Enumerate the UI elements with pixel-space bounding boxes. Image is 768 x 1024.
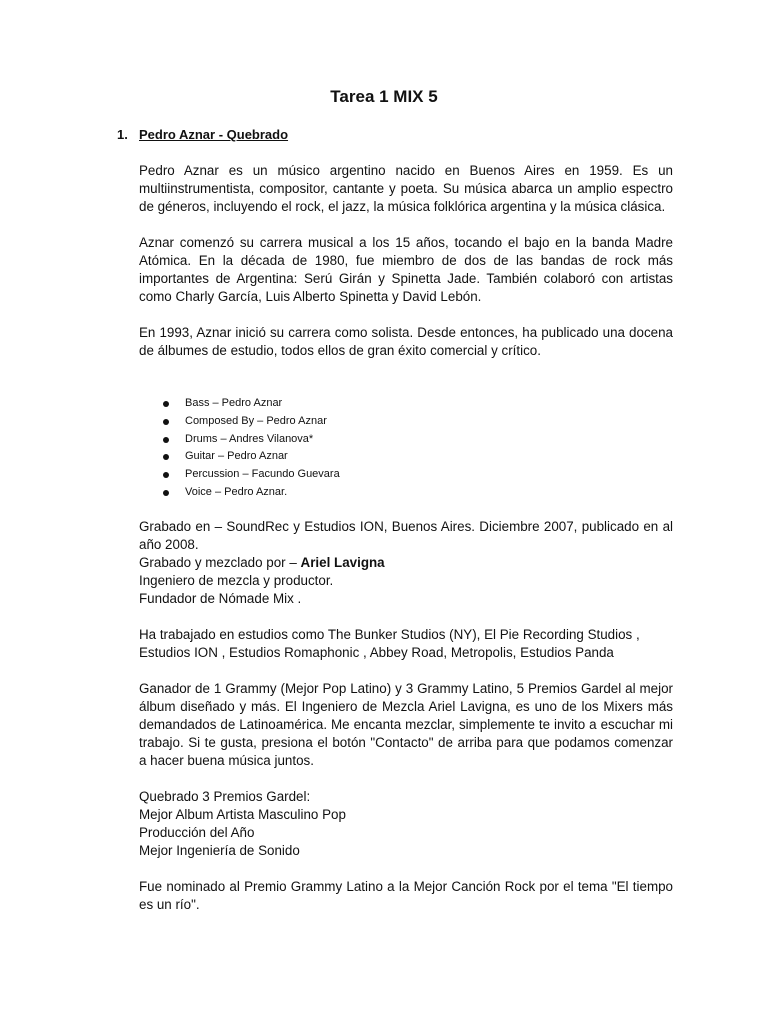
gardel-heading: Quebrado 3 Premios Gardel: xyxy=(139,788,311,804)
section-heading xyxy=(117,127,288,143)
bullet-icon xyxy=(163,490,169,496)
list-item: Mejor Album Artista Masculino Pop xyxy=(139,806,346,822)
mixed-by-line: Grabado y mezclado por – Ariel Lavigna xyxy=(139,554,385,570)
engineer-role: Ingeniero de mezcla y productor. xyxy=(139,572,334,588)
paragraph-nomination: Fue nominado al Premio Grammy Latino a la Mejor Canción Rock por el tema "El tiempo es un río". xyxy=(139,878,673,912)
list-item: Bass – Pedro Aznar xyxy=(139,395,673,413)
recording-info xyxy=(139,518,673,608)
section-number: 1. xyxy=(117,127,128,142)
paragraph-career: Aznar comenzó su carrera musical a los 15 años, tocando el bajo en la banda Madre Atómica. En la década de 1980, fue miembro de dos de las bandas de rock más importantes de Argentina: Serú Girán y Spinetta Jade. También colaboró con artistas como Charly García, Luis Alberto Spinetta y David Lebón. xyxy=(139,235,673,304)
bullet-icon xyxy=(163,419,169,425)
founder-line: Fundador de Nómade Mix . xyxy=(139,590,302,606)
list-item: Composed By – Pedro Aznar xyxy=(139,413,673,431)
recording-location: Grabado en – SoundRec y Estudios ION, Buenos Aires. Diciembre 2007, publicado en al año 2008. xyxy=(139,518,673,552)
document-body xyxy=(139,162,673,932)
list-item: Guitar – Pedro Aznar xyxy=(139,448,673,466)
list-item: Percussion – Facundo Guevara xyxy=(139,466,673,484)
paragraph-biography: Pedro Aznar es un músico argentino nacido en Buenos Aires en 1959. Es un multiinstrumentista, compositor, cantante y poeta. Su música abarca un amplio espectro de géneros, incluyendo el rock, el jazz, la música folklórica argentina y la música clásica. xyxy=(139,163,673,214)
document-title: Tarea 1 MIX 5 xyxy=(330,87,438,106)
bullet-icon xyxy=(163,454,169,460)
gardel-awards xyxy=(139,788,673,860)
list-item: Voice – Pedro Aznar. xyxy=(139,484,673,502)
paragraph-solo: En 1993, Aznar inició su carrera como solista. Desde entonces, ha publicado una docena de álbumes de estudio, todos ellos de gran éxito comercial y crítico. xyxy=(139,325,673,358)
list-item: Mejor Ingeniería de Sonido xyxy=(139,842,300,858)
bullet-icon xyxy=(163,437,169,443)
credits-list xyxy=(139,395,673,502)
list-item: Producción del Año xyxy=(139,824,255,840)
paragraph-awards: Ganador de 1 Grammy (Mejor Pop Latino) y 3 Grammy Latino, 5 Premios Gardel al mejor álbum diseñado y más. El Ingeniero de Mezcla Ariel Lavigna, es uno de los Mixers más demandados de Latinoamérica. Me encanta mezclar, simplemente te invito a escuchar mi trabajo. Si te gusta, presiona el botón "Contacto" de arriba para que podamos comenzar a hacer buena música juntos. xyxy=(139,680,673,768)
bullet-icon xyxy=(163,401,169,407)
bullet-icon xyxy=(163,472,169,478)
list-item: Drums – Andres Vilanova* xyxy=(139,431,673,449)
paragraph-studios: Ha trabajado en estudios como The Bunker Studios (NY), El Pie Recording Studios , Estudios ION , Estudios Romaphonic , Abbey Road, Metropolis, Estudios Panda xyxy=(139,626,640,660)
section-heading-text: Pedro Aznar - Quebrado xyxy=(139,127,289,142)
engineer-name: Ariel Lavigna xyxy=(300,554,385,570)
